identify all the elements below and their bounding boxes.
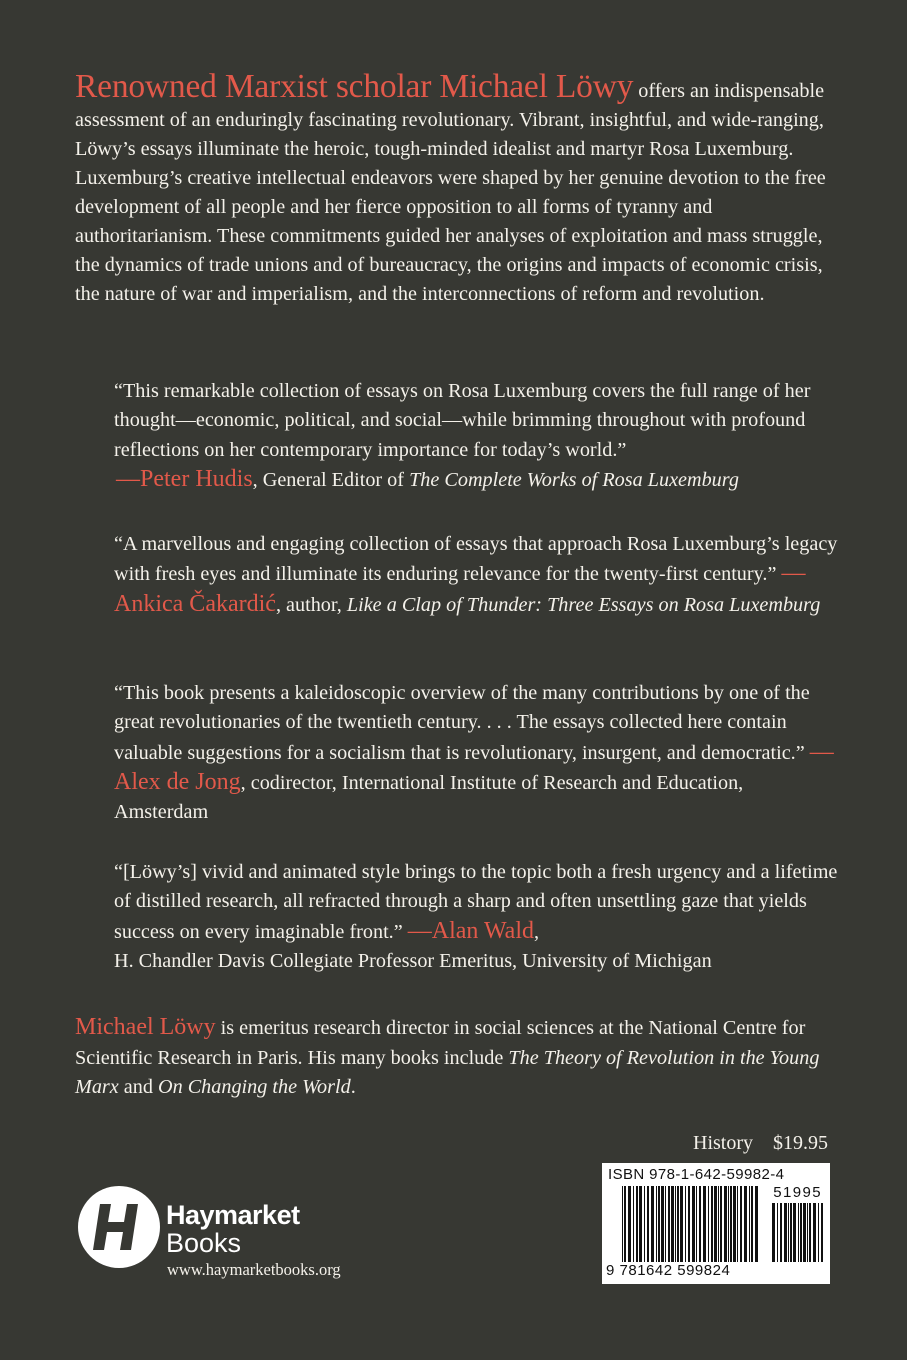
publisher-name [166, 1201, 300, 1257]
barcode-bar [740, 1186, 742, 1262]
barcode-bar [688, 1186, 690, 1262]
barcode-bar [675, 1186, 676, 1262]
isbn-label: ISBN 978-1-642-59982-4 [608, 1166, 785, 1183]
publisher-name-line1: Haymarket [166, 1200, 300, 1230]
blurb-author: —Alan Wald [407, 917, 535, 944]
barcode-bar [809, 1203, 811, 1262]
barcode-bar [788, 1203, 789, 1262]
barcode-bar [749, 1186, 750, 1262]
barcode-supplement-bars [772, 1203, 824, 1262]
barcode-bar [661, 1186, 664, 1262]
barcode-bar [647, 1186, 649, 1262]
barcode-bar [703, 1186, 706, 1262]
barcode-bar [671, 1186, 674, 1262]
blurb-cakardic [114, 530, 839, 620]
blurb-role-line2: H. Chandler Davis Collegiate Professor Emeritus, University of Michigan [114, 949, 712, 972]
barcode-bar [651, 1186, 654, 1262]
blurb-de-jong [114, 679, 839, 827]
barcode-bar [733, 1186, 736, 1262]
barcode-bar [807, 1203, 808, 1262]
barcode-bar [624, 1186, 626, 1262]
headline: Renowned Marxist scholar Michael Löwy [75, 68, 634, 105]
bio-book-2: On Changing the World [157, 1076, 351, 1098]
barcode-bar [699, 1186, 701, 1262]
blurb-role: , [534, 920, 540, 943]
barcode-bar [737, 1186, 738, 1262]
barcode-bar [798, 1203, 799, 1262]
blurb-author: —Alex de Jong [114, 738, 834, 795]
barcode-bar [714, 1186, 717, 1262]
barcode-bar [639, 1186, 642, 1262]
blurb-work: The Complete Works of Rosa Luxemburg [409, 468, 739, 491]
barcode-bar [622, 1186, 623, 1262]
author-bio [75, 1013, 835, 1103]
barcode-bar [656, 1186, 657, 1262]
bio-end: . [350, 1076, 356, 1098]
barcode-bar [800, 1203, 802, 1262]
barcode-bar [793, 1203, 796, 1262]
barcode-bar [772, 1203, 775, 1262]
barcode-bar [668, 1186, 670, 1262]
blurb-text: “This remarkable collection of essays on Rosa Luxemburg covers the full range of her thought—economic, political, and social—while brimming throughout with profound reflections on her contemporary importance for today’s world.” [114, 380, 811, 461]
price-label: $19.95 [773, 1132, 828, 1154]
barcode-bar [677, 1186, 679, 1262]
blurb-text: “[Löwy’s] vivid and animated style brings to the topic both a fresh urgency and a lifetime of distilled research, all refracted through a sharp and often unsettling gaze that yields success on every imaginable front.” [114, 861, 838, 943]
barcode-bar [730, 1186, 732, 1262]
barcode-main-bars [622, 1186, 762, 1262]
barcode-bar [780, 1203, 782, 1262]
blurb-author: —Ankica Čakardić [114, 560, 806, 617]
barcode-bar [696, 1186, 697, 1262]
blurb-wald [114, 858, 839, 976]
barcode-bar [680, 1186, 683, 1262]
barcode-bar [803, 1203, 806, 1262]
barcode-bar [718, 1186, 719, 1262]
barcode-bar [685, 1186, 686, 1262]
barcode-bar [790, 1203, 792, 1262]
barcode-bar [665, 1186, 666, 1262]
barcode-bar [728, 1186, 729, 1262]
price-code: 51995 [773, 1184, 822, 1201]
haymarket-logo-icon [78, 1186, 160, 1268]
description-text: offers an indispensable assessment of an enduringly fascinating revolutionary. Vibrant, insightful, and wide-ranging, Löwy’s essays illuminate the heroic, tough-minded idealist and martyr Rosa Luxemburg. Luxemburg’s creative intellectual endeavors were shaped by her genuine devotion to the free development of all people and her fierce opposition to all forms of tyranny and authoritarianism. These commitments guided her analyses of exploitation and mass struggle, the dynamics of trade unions and of bureaucracy, the origins and impacts of economic crisis, the nature of war and imperialism, and the interconnections of reform and revolution. [75, 80, 826, 305]
barcode-bar [628, 1186, 631, 1262]
barcode-bar [720, 1186, 722, 1262]
blurb-text: “This book presents a kaleidoscopic overview of the many contributions by one of the great revolutionaries of the twentieth century. . . . The essays collected here contain valuable suggestions for a socialism that is revolutionary, insurgent, and democratic.” [114, 682, 810, 764]
bio-text: is emeritus research director in social sciences at the National Centre for Scientific Research in Paris. His many books include [75, 1017, 806, 1069]
barcode-bar [644, 1186, 645, 1262]
barcode-bar [755, 1186, 758, 1262]
barcode-bar [821, 1203, 823, 1262]
description-paragraph [75, 68, 835, 309]
publisher-name-line2: Books [166, 1228, 242, 1258]
barcode-bar [633, 1186, 634, 1262]
bio-connector: and [118, 1076, 158, 1098]
barcode-bar [724, 1186, 727, 1262]
barcode-bar [692, 1186, 695, 1262]
barcode-bar [636, 1186, 638, 1262]
blurb-text: “A marvellous and engaging collection of essays that approach Rosa Luxemburg’s legacy with fresh eyes and illuminate its enduring relevance for the twenty-first century.” [114, 533, 838, 586]
publisher-url[interactable]: www.haymarketbooks.org [167, 1260, 341, 1279]
bio-author-name: Michael Löwy [75, 1014, 216, 1040]
barcode-digits: 9 781642 599824 [606, 1262, 731, 1279]
blurb-role: , General Editor of [252, 468, 410, 491]
barcode-bar [784, 1203, 787, 1262]
barcode-bar [813, 1203, 816, 1262]
category-price [693, 1132, 828, 1155]
isbn-barcode [602, 1163, 830, 1284]
barcode-bar [658, 1186, 660, 1262]
barcode-bar [711, 1186, 713, 1262]
blurb-role: , author, [275, 593, 347, 616]
blurb-author: —Peter Hudis [116, 465, 253, 492]
barcode-bar [744, 1186, 747, 1262]
blurb-hudis [114, 377, 839, 495]
category-label: History [693, 1132, 753, 1154]
barcode-bar [777, 1203, 778, 1262]
barcode-bar [751, 1186, 753, 1262]
barcode-bar [818, 1203, 819, 1262]
blurb-work: Like a Clap of Thunder: Three Essays on Rosa Luxemburg [346, 593, 821, 616]
bio-book-1: The Theory of Revolution in the Young Marx [75, 1046, 820, 1098]
barcode-bar [708, 1186, 709, 1262]
blurb-role: , codirector, International Institute of Research and Education, Amsterdam [114, 771, 744, 824]
